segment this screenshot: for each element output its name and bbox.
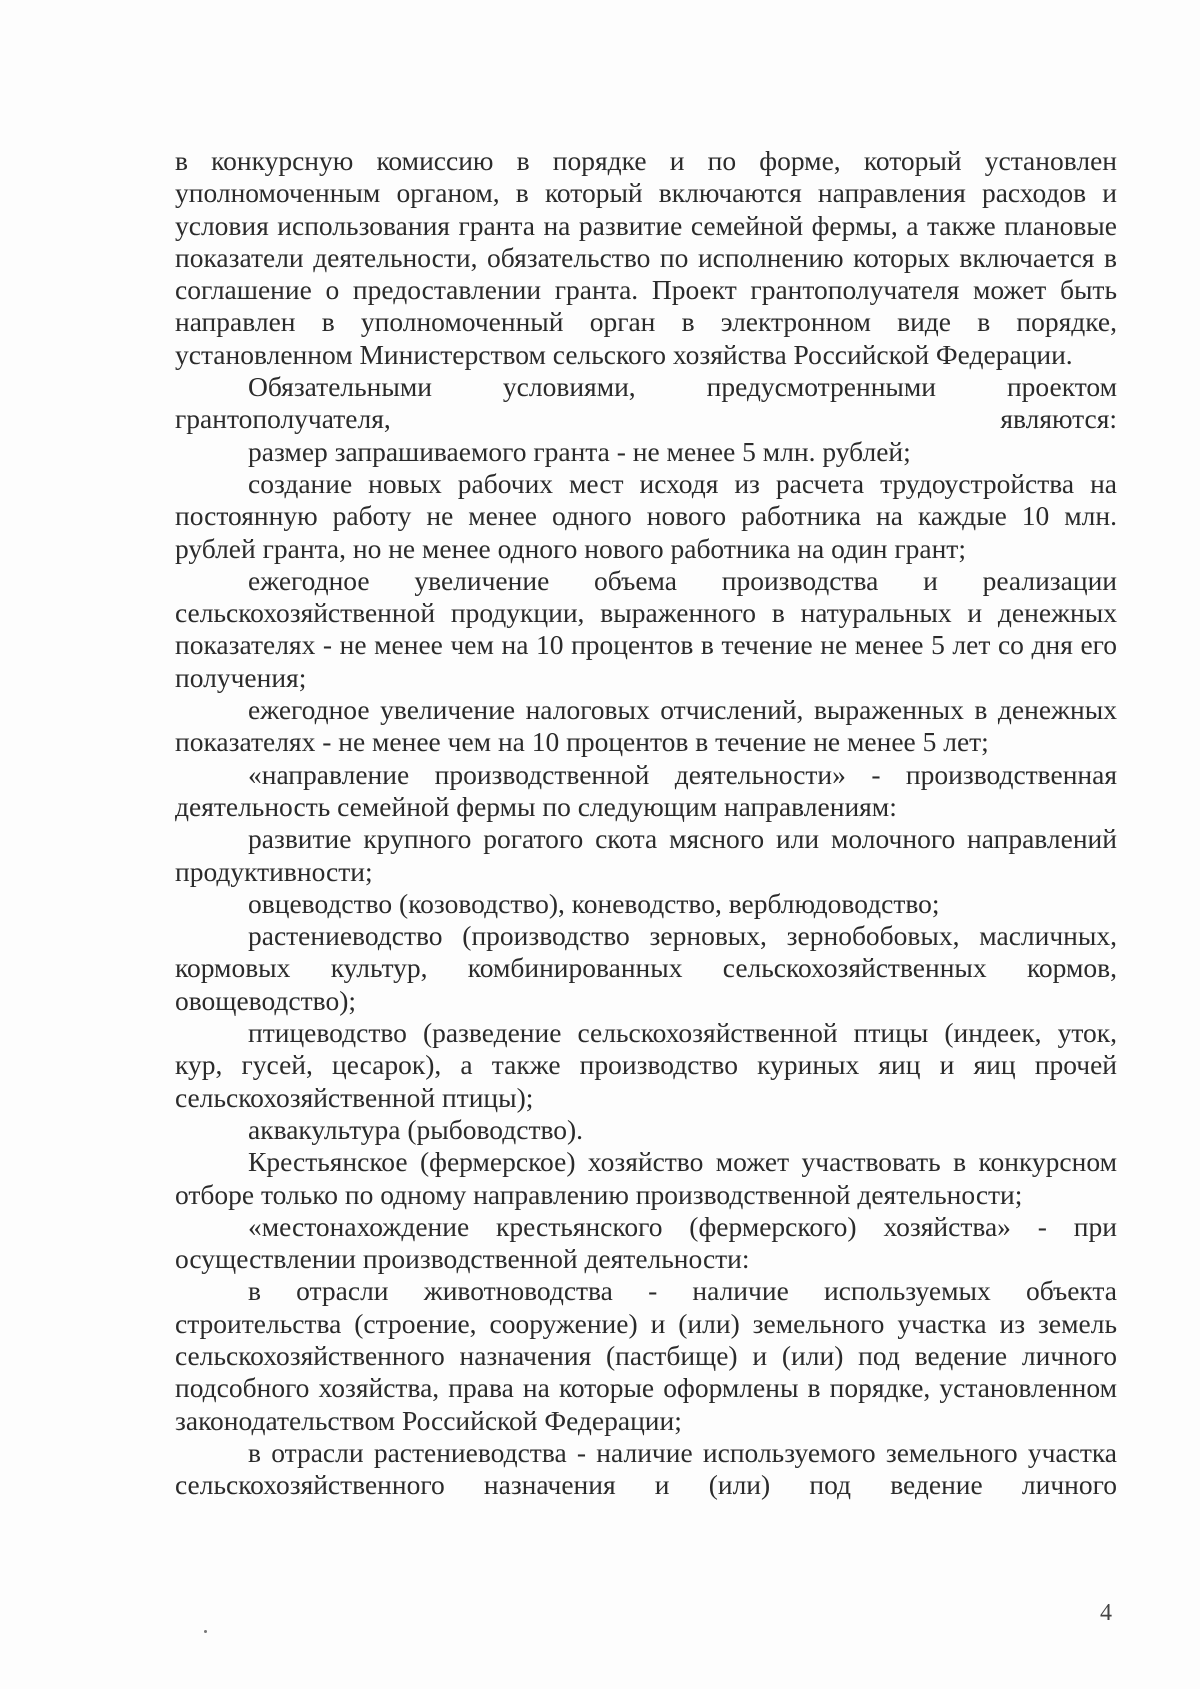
paragraph: овцеводство (козоводство), коневодство, верблюдоводство; [248, 887, 940, 919]
document-body [175, 145, 1117, 1501]
paragraph: в отрасли растениеводства - наличие используемого земельного участка сельскохозяйственного назначения и (или) под ведение личного [175, 1436, 1117, 1501]
paragraph: ежегодное увеличение налоговых отчислений, выраженных в денежных показателях - не менее чем на 10 процентов в течение не менее 5 лет; [175, 694, 1117, 758]
paragraph: создание новых рабочих мест исходя из расчета трудоустройства на постоянную работу не менее одного нового работника на каждые 10 млн. рублей гранта, но не менее одного нового работника на один грант; [175, 467, 1117, 564]
paragraph: «направление производственной деятельности» - производственная деятельность семейной фермы по следующим направлениям: [175, 758, 1117, 822]
paragraph: Обязательными условиями, предусмотренными проектом грантополучателя, являются: [175, 371, 1117, 435]
paragraph: развитие крупного рогатого скота мясного или молочного направлений продуктивности; [175, 823, 1117, 887]
paragraph: в конкурсную комиссию в порядке и по форме, который установлен уполномоченным органом, в который включаются направления расходов и условия использования гранта на развитие семейной фермы, а также плановые показатели деятельности, обязательство по исполнению которых включается в соглашение о предоставлении гранта. Проект грантополучателя может быть направлен в уполномоченный орган в электронном виде в порядке, установленном Министерством сельского хозяйства Российской Федерации. [175, 145, 1117, 370]
paragraph: птицеводство (разведение сельскохозяйственной птицы (индеек, уток, кур, гусей, цесарок), а также производство куриных яиц и яиц прочей сельскохозяйственной птицы); [175, 1017, 1117, 1113]
paragraph: в отрасли животноводства - наличие используемых объекта строительства (строение, сооружение) и (или) земельного участка из земель сельскохозяйственного назначения (пастбище) и (или) под ведение личного подсобного хозяйства, права на которые оформлены в порядке, установленном законодательством Российской Федерации; [175, 1275, 1117, 1436]
paragraph: растениеводство (производство зерновых, зернобобовых, масличных, кормовых культур, комбинированных сельскохозяйственных кормов, овощеводство); [175, 920, 1117, 1016]
paragraph: Крестьянское (фермерское) хозяйство может участвовать в конкурсном отборе только по одному направлению производственной деятельности; [175, 1146, 1117, 1210]
paragraph: ежегодное увеличение объема производства и реализации сельскохозяйственной продукции, выраженного в натуральных и денежных показателях - не менее чем на 10 процентов в течение не менее 5 лет со дня его получения; [175, 564, 1117, 693]
page-number: 4 [1100, 1600, 1112, 1626]
paragraph: аквакультура (рыбоводство). [248, 1113, 584, 1145]
paragraph: размер запрашиваемого гранта - не менее 5 млн. рублей; [248, 435, 911, 467]
paragraph: «местонахождение крестьянского (фермерского) хозяйства» - при осуществлении производственной деятельности: [175, 1210, 1117, 1275]
scan-speck [204, 1630, 207, 1633]
